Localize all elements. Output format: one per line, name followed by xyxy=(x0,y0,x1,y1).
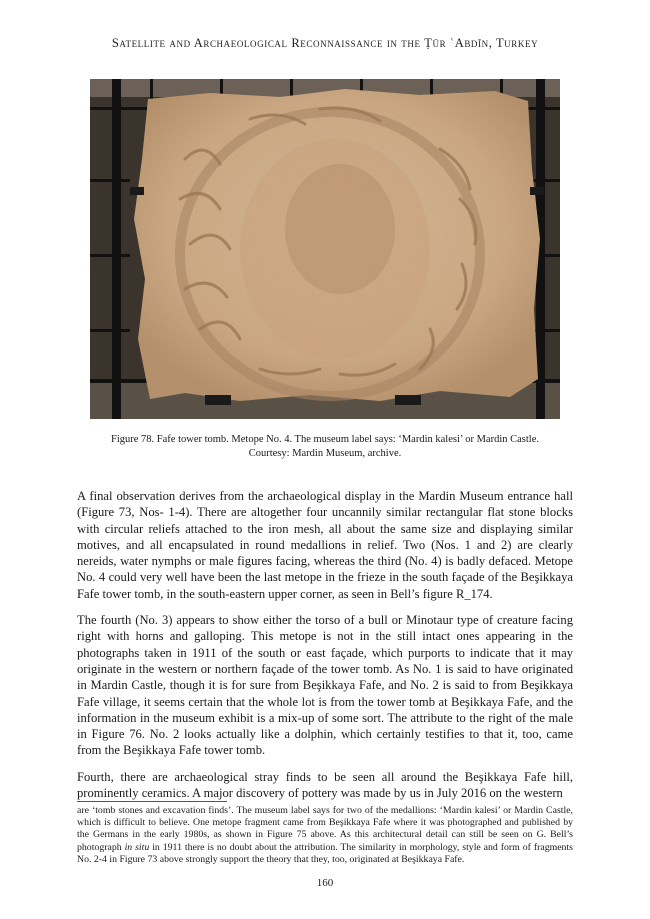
medallion-face xyxy=(285,164,395,294)
footnote-rule xyxy=(77,801,227,802)
footnote xyxy=(77,805,573,866)
caption-line-1: Figure 78. Fafe tower tomb. Metope No. 4. The museum label says: ‘Mardin kalesi’ or Mardin Castle. xyxy=(111,434,539,445)
figure-photograph xyxy=(90,79,560,419)
caption-line-2: Courtesy: Mardin Museum, archive. xyxy=(248,448,402,459)
paragraph-2: The fourth (No. 3) appears to show either the torso of a bull or Minotaur type of creature facing right with horns and galloping. This metope is not in the still intact ones appearing in the photographs taken in 1911 of the south or east façade, which purports to indicate that it may originate in the western or northern façade of the tower tomb. As No. 1 is said to have originated in Mardin Castle, though it is for sure from Beşikkaya Fafe, and No. 2 is said to from Beşikkaya Fafe village, it seems certain that the whole lot is from the tower tomb at Beşikkaya Fafe, and the information in the museum exhibit is a mix-up of some sort. The attribute to the right of the male in Figure 76. No. 2 looks actually like a dolphin, which certainly testifies to that it, too, came from the Beşikkaya Fafe tower tomb. xyxy=(77,613,573,758)
footnote-emphasis: in situ xyxy=(124,841,150,853)
footnote-text-2: in 1911 there is no doubt about the attribution. The similarity in morphology, style and form of fragments No. 2-4 in Figure 73 above strongly support the theory that they, too, originated at Beşikkaya Fafe. xyxy=(77,841,573,865)
paragraph-3: Fourth, there are archaeological stray finds to be seen all around the Beşikkaya Fafe hill, prominently ceramics. A major discovery of pottery was made by us in July 2016 on the western xyxy=(77,769,573,801)
paragraph-1: A final observation derives from the archaeological display in the Mardin Museum entrance hall (Figure 73, Nos- 1-4). There are altogether four uncannily similar rectangular flat stone blocks with circular reliefs attached to the iron mesh, all about the same size and displaying similar motives, and all encapsulated in round medallions in relief. Two (Nos. 1 and 2) are clearly nereids, water nymphs or male figures facing, whereas the third (No. 4) is badly defaced. Metope No. 4 could very well have been the last metope in the frieze in the south façade of the Beşikkaya Fafe tower tomb, in the south-eastern upper corner, as seen in Bell’s figure R_174. xyxy=(77,489,573,601)
running-head: Satellite and Archaeological Reconnaissance in the Ṭūr ʿAbdīn, Turkey xyxy=(111,36,539,50)
figure-caption xyxy=(80,433,570,461)
page-number: 160 xyxy=(316,877,334,889)
body-text xyxy=(77,488,573,811)
metope-photo-illustration xyxy=(90,79,560,419)
footnote-text-1: are ‘tomb stones and excavation finds’. The museum label says for two of the medallions: ‘Mardin kalesi’ or Mardin Castle, which is difficult to believe. One metope fragment came from Beşikkaya Fafe where it was photographed and published by the Germans in the early 1980s, as shown in Figure 75 above. As this architectural detail can still be seen on G. Bell’s photograph xyxy=(77,805,573,853)
